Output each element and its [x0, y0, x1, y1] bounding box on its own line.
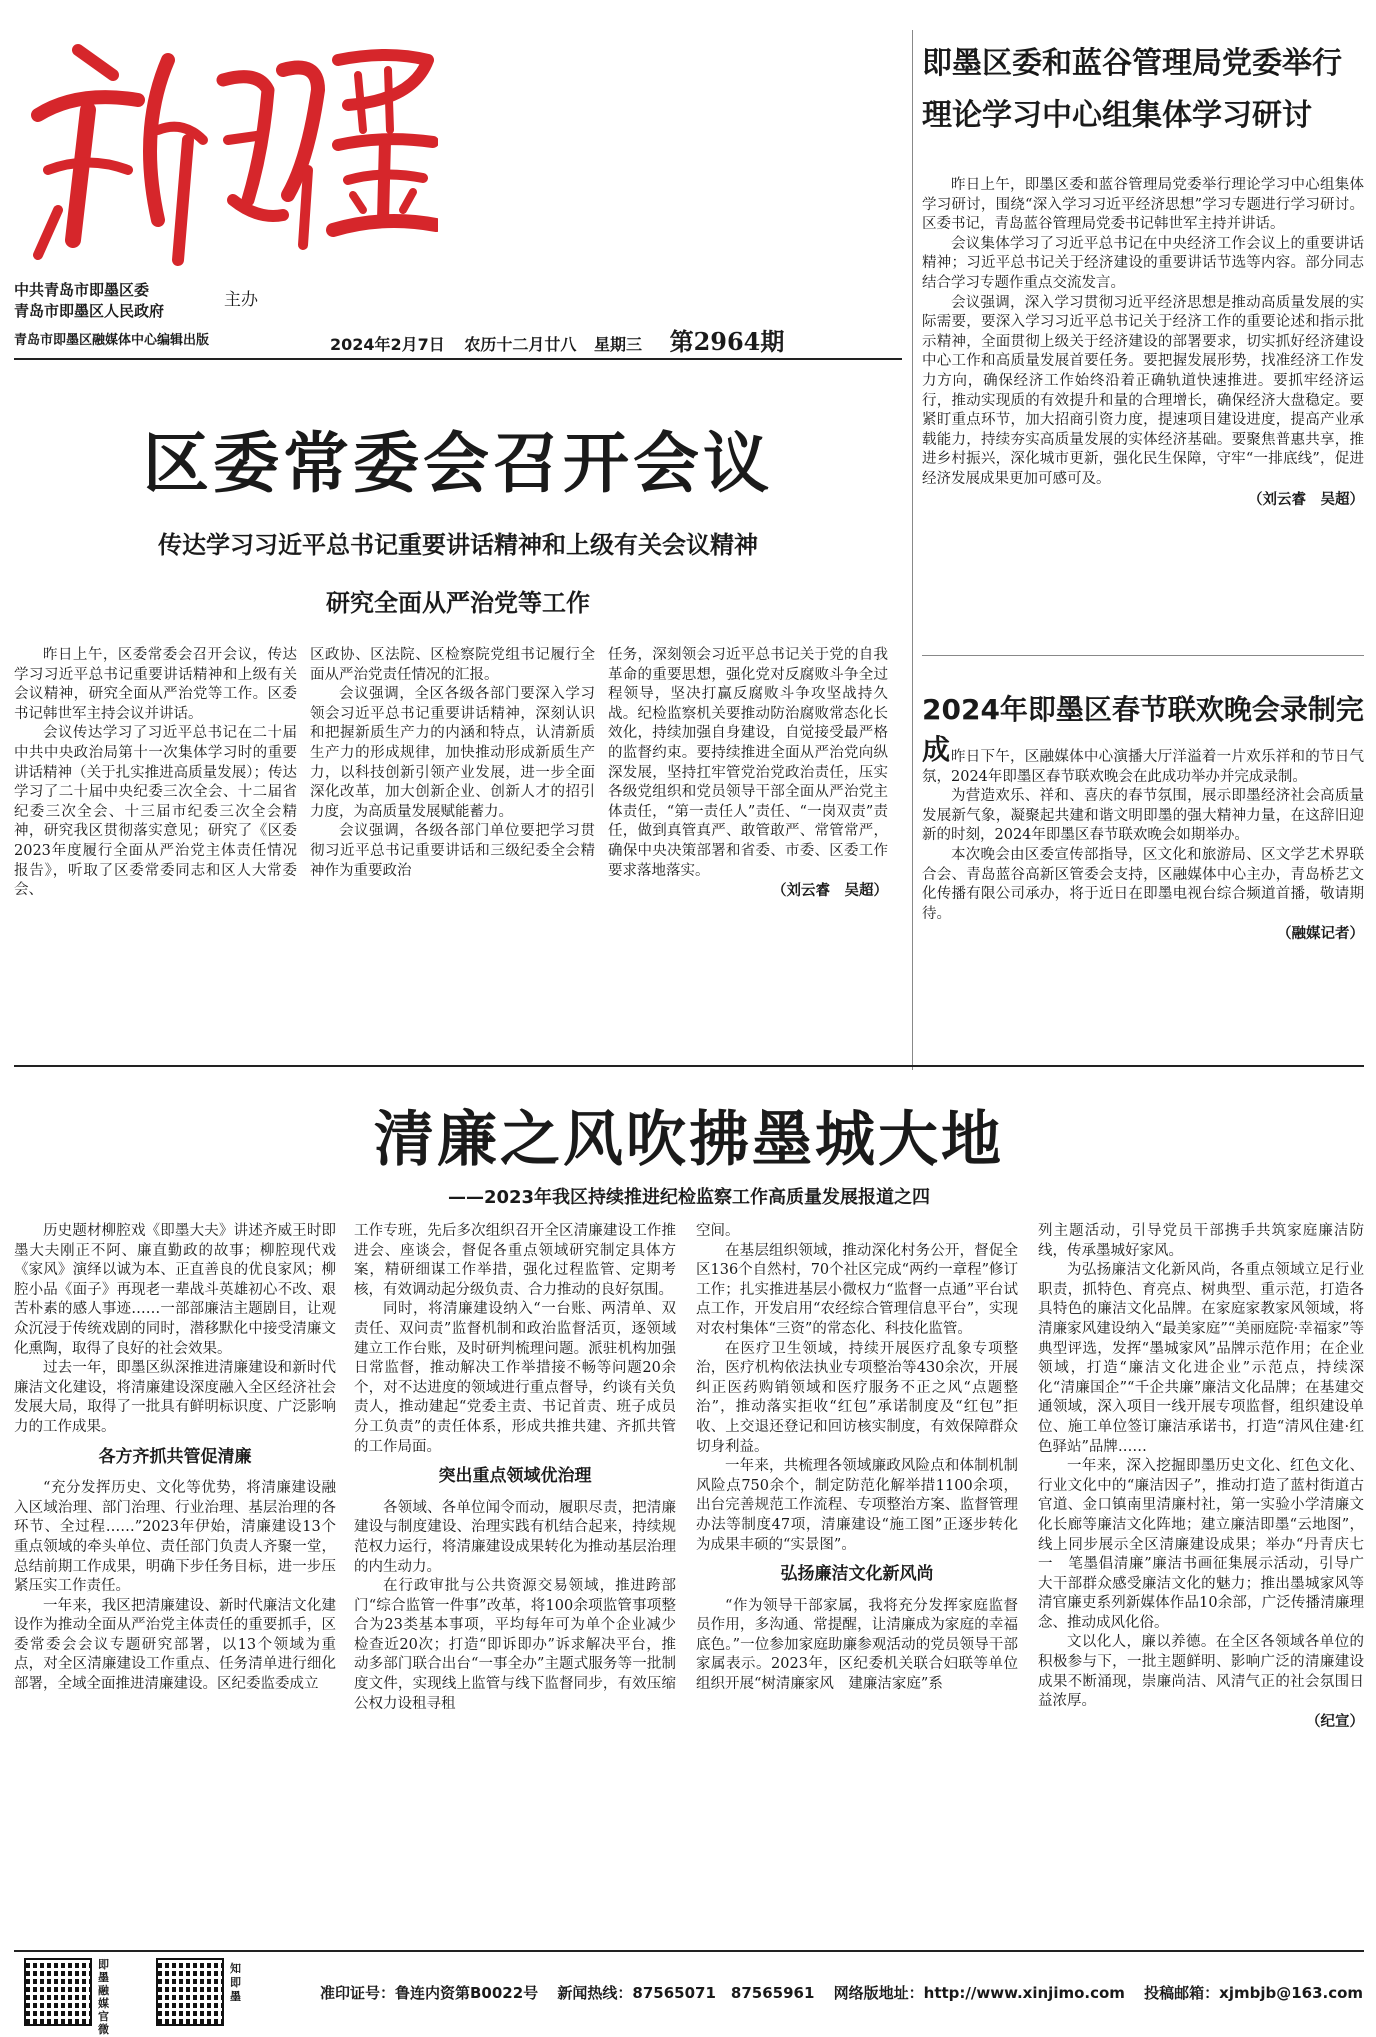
column-divider: [912, 30, 913, 1070]
print-license: 准印证号：鲁连内资第B0022号: [320, 1984, 539, 2002]
paragraph: 空间。: [696, 1223, 740, 1239]
paragraph: 过去一年，即墨区纵深推进清廉建设和新时代廉洁文化建设，将清廉建设深度融入全区经济社会发展大局，取得了一批具有鲜明标识度、广泛影响力的工作成果。: [14, 1360, 336, 1435]
paragraph: 历史题材柳腔戏《即墨大夫》讲述齐威王时即墨大夫刚正不阿、廉直勤政的故事；柳腔现代戏《家风》演绎以诚为本、正直善良的优良家风；柳腔小品《面子》再现老一辈战斗英雄初心不改、艰苦朴素的感人事迹……一部部廉洁主题剧目，让观众沉浸于传统戏剧的同时，潜移默化中接受清廉文化熏陶，取得了良好的社会效果。: [14, 1223, 336, 1357]
qr-label-2: 知即墨: [230, 1962, 241, 2003]
article4-column-1: [14, 1222, 336, 1695]
article4-subtitle: ——2023年我区持续推进纪检监察工作高质量发展报道之四: [447, 1187, 931, 1208]
paragraph: 会议强调，各级各部门单位要把学习贯彻习近平总书记重要讲话和三级纪委全会精神作为重要政治: [310, 823, 595, 879]
section-heading-1: 各方齐抓共管促清廉: [98, 1446, 252, 1467]
article2-headline-line-1: 即墨区委和蓝谷管理局党委举行: [922, 46, 1342, 81]
article2-signature: （刘云睿 吴超）: [1248, 490, 1364, 508]
paragraph: 一年来，我区把清廉建设、新时代廉洁文化建设作为推动全面从严治党主体责任的重要抓手，区委常委会会议专题研究部署，以13个领域为重点，对全区清廉建设工作重点、任务清单进行细化部署，全域全面推进清廉建设。区纪委监委成立: [14, 1597, 336, 1693]
sponsor-line-1: 中共青岛市即墨区委: [14, 281, 150, 299]
article1-subheadline-2: 研究全面从严治党等工作: [326, 589, 590, 617]
masthead-rule: [14, 358, 902, 360]
paragraph: 在医疗卫生领域，持续开展医疗乱象专项整治，医疗机构依法执业专项整治等430余次，开展纠正医药购销领域和医疗服务不正之风“点题整治”，推动落实拒收“红包”承诺制度及“红包”拒收、上交退还登记和回访核实制度，有效保障群众切身利益。: [696, 1340, 1018, 1455]
paragraph: 为弘扬廉洁文化新风尚，各重点领域立足行业职责，抓特色、育亮点、树典型、重示范，打造各具特色的廉洁文化品牌。在家庭家教家风领域，将清廉家风建设纳入“最美家庭”“美丽庭院·幸福家”等典型评选，发挥“墨城家风”品牌示范作用；在企业领域，打造“廉洁文化进企业”示范点，持续深化“清廉国企”“千企共廉”廉洁文化品牌；在基建交通领域，深入项目一线开展专项监督，组织建设单位、施工单位签订廉洁承诺书，打造“清风住建·红色驿站”品牌……: [1038, 1262, 1364, 1455]
article3-signature: （融媒记者）: [1277, 925, 1364, 943]
paragraph: 同时，将清廉建设纳入“一台账、两清单、双责任、双问责”监督机制和政治监督活页，逐领域建立工作台账，及时研判梳理问题。派驻机构加强日常监督，推动解决工作举措接不畅等问题20余个，对不达进度的领域进行重点督导，约谈有关负责人，推动建起“党委主责、书记首责、班子成员分工负责”的责任体系，形成共推共建、齐抓共管的工作局面。: [354, 1301, 676, 1455]
masthead-logo: [18, 20, 438, 270]
article1-column-2: [310, 646, 595, 881]
paragraph: 工作专班，先后多次组织召开全区清廉建设工作推进会、座谈会，督促各重点领域研究制定具体方案，精研细谋工作举措，强化过程监管、定期考核，有效调动起分级负责、合力推动的良好氛围。: [354, 1223, 676, 1298]
qr-code-zhi-jimo: [156, 1958, 224, 2026]
article2-headline: [922, 38, 1362, 142]
article4-column-2: [354, 1222, 676, 1714]
article2-headline-line-2: 理论学习中心组集体学习研讨: [922, 98, 1312, 133]
paragraph: 会议强调，全区各级各部门要深入学习领会习近平总书记重要讲话精神，深刻认识和把握新质生产力的内涵和特点，认清新质生产力的形成规律，加快推动形成新质生产力，以科技创新引领产业发展，进一步全面深化改革，加大创新企业、创新人才的招引力度，为高质量发展赋能蓄力。: [310, 686, 595, 820]
article3-body: [922, 748, 1364, 944]
article4-column-3: [696, 1222, 1018, 1695]
paragraph: 会议传达学习了习近平总书记在二十届中共中央政治局第十一次集体学习时的重要讲话精神（关于扎实推进高质量发展）；传达学习了二十届中央纪委三次全会、十二届省纪委三次全会、十三届市纪委三次全会精神，研究我区贯彻落实意见；研究了《区委2023年度履行全面从严治党主体责任情况报告》，听取了区委常委同志和区人大常委会、: [14, 725, 297, 899]
section-heading-3: 弘扬廉洁文化新风尚: [780, 1564, 934, 1585]
news-hotline: 新闻热线：87565071 87565961: [557, 1984, 815, 2002]
article-separator: [922, 655, 1364, 656]
section-heading-2: 突出重点领域优治理: [438, 1466, 592, 1487]
issue-date: 2024年2月7日: [330, 335, 445, 354]
paragraph: 一年来，深入挖掘即墨历史文化、红色文化、行业文化中的“廉洁因子”，推动打造了蓝村街道古官道、金口镇南里清廉村社，第一实验小学清廉文化长廊等廉洁文化阵地；建立廉洁即墨“云地图”，线上同步展示全区清廉建设成果；举办“丹青庆七一 笔墨倡清廉”廉洁书画征集展示活动，引导广大干部群众感受廉洁文化的魅力；推出墨城家风等清官廉吏系列新媒体作品10余部，广泛传播清廉理念、推动成风化俗。: [1038, 1458, 1364, 1631]
paragraph: 区政协、区法院、区检察院党组书记履行全面从严治党责任情况的汇报。: [310, 647, 595, 683]
qr-label-1: 即墨融媒官微: [98, 1958, 109, 2036]
paragraph: “作为领导干部家属，我将充分发挥家庭监督员作用，多沟通、常提醒，让清廉成为家庭的幸福底色。”一位参加家庭助廉参观活动的党员领导干部家属表示。2023年，区纪委机关联合妇联等单位组织开展“树清廉家风 建廉洁家庭”系: [696, 1597, 1018, 1693]
paragraph: “充分发挥历史、文化等优势，将清廉建设融入区域治理、部门治理、行业治理、基层治理的各环节、全过程……”2023年伊始，清廉建设13个重点领域的牵头单位、责任部门负责人齐聚一堂，总结前期工作成果，明确下步任务目标，进一步压紧压实工作责任。: [14, 1480, 336, 1595]
paragraph: 本次晚会由区委宣传部指导，区文化和旅游局、区文学艺术界联合会、青岛蓝谷高新区管委会支持，区融媒体中心主办，青岛桥艺文化传播有限公司承办，将于近日在即墨电视台综合频道首播，敬请期待。: [922, 846, 1364, 922]
paragraph: 文以化人，廉以养德。在全区各领域各单位的积极参与下，一批主题鲜明、影响广泛的清廉建设成果不断涌现，崇廉尚洁、风清气正的社会氛围日益浓厚。: [1038, 1634, 1364, 1710]
issue-number: 第2964期: [669, 327, 785, 356]
paragraph: 昨日下午，区融媒体中心演播大厅洋溢着一片欢乐祥和的节日气氛，2024年即墨区春节联欢晚会在此成功举办并完成录制。: [922, 749, 1364, 785]
sponsor-line-2: 青岛市即墨区人民政府: [14, 302, 165, 320]
qr-code-official-account: [24, 1958, 92, 2026]
article2-body: [922, 176, 1364, 509]
article4-signature: （纪宣）: [1306, 1712, 1364, 1730]
newspaper-logo-calligraphy: [18, 20, 438, 270]
article1-subheadline-1: 传达学习习近平总书记重要讲话精神和上级有关会议精神: [158, 531, 758, 559]
submission-email[interactable]: 投稿邮箱：xjmbjb@163.com: [1144, 1984, 1364, 2002]
article1-column-3: [608, 646, 888, 901]
sponsor-suffix: 主办: [224, 290, 258, 310]
footer-rule: [14, 1950, 1364, 1952]
footer-info: [320, 1982, 1363, 2003]
paragraph: 在基层组织领域，推动深化村务公开，督促全区136个自然村，70个社区完成“两约一章程”修订工作；扎实推进基层小微权力“监督一点通”平台试点工作，开发启用“农经综合管理信息平台”，实现对农村集体“三资”的常态化、科技化监管。: [696, 1242, 1018, 1337]
section-rule: [14, 1065, 1364, 1067]
article1-signature: （刘云睿 吴超）: [772, 882, 888, 900]
article4-column-4: [1038, 1222, 1364, 1731]
website-link[interactable]: 网络版地址：http://www.xinjimo.com: [833, 1984, 1125, 2002]
article4-headline: 清廉之风吹拂墨城大地: [374, 1105, 1004, 1175]
article1-column-1: [14, 646, 297, 901]
paragraph: 为营造欢乐、祥和、喜庆的春节氛围，展示即墨经济社会高质量发展新气象，凝聚起共建和谐文明即墨的强大精神力量，在这辞旧迎新的时刻，2024年即墨区春节联欢晚会如期举办。: [922, 788, 1364, 844]
paragraph: 会议集体学习了习近平总书记在中央经济工作会议上的重要讲话精神；习近平总书记关于经济建设的重要讲话节选等内容。部分同志结合学习专题作重点交流发言。: [922, 235, 1364, 291]
masthead-dateline: [330, 322, 784, 357]
paragraph: 任务，深刻领会习近平总书记关于党的自我革命的重要思想，强化党对反腐败斗争全过程领导，坚决打赢反腐败斗争攻坚战持久战。纪检监察机关要推动防治腐败常态化长效化，持续加强自身建设，自觉接受最严格的监督约束。要持续推进全面从严治党向纵深发展，坚持扛牢管党治党政治责任，压实各级党组织和党员领导干部全面从严治党主体责任，“第一责任人”责任、“一岗双责”责任，做到真管真严、敢管敢严、常管常严，确保中央决策部署和省委、市委、区委工作要求落地落实。: [608, 647, 888, 879]
paragraph: 各领域、各单位闻令而动，履职尽责，把清廉建设与制度建设、治理实践有机结合起来，持续规范权力运行，将清廉建设成果转化为推动基层治理的内生动力。: [354, 1499, 676, 1575]
paragraph: 在行政审批与公共资源交易领域，推进跨部门“综合监管一件事”改革，将100余项监管事项整合为23类基本事项，平均每年可为单个企业减少检查近20次；打造“即诉即办”诉求解决平台，推动多部门联合出台“一事全办”主题式服务等一批制度文件，实现线上监管与线下监督同步，有效压缩公权力设租寻租: [354, 1578, 676, 1712]
paragraph: 列主题活动，引导党员干部携手共筑家庭廉洁防线，传承墨城好家风。: [1038, 1223, 1364, 1259]
paragraph: 昨日上午，即墨区委和蓝谷管理局党委举行理论学习中心组集体学习研讨，围绕“深入学习习近平经济思想”学习专题进行学习研讨。区委书记，青岛蓝谷管理局党委书记韩世军主持并讲话。: [922, 177, 1364, 233]
weekday: 星期三: [593, 335, 642, 354]
paragraph: 昨日上午，区委常委会召开会议，传达学习习近平总书记重要讲话精神和上级有关会议精神，研究全面从严治党等工作。区委书记韩世军主持会议并讲话。: [14, 647, 297, 722]
paragraph: 一年来，共梳理各领域廉政风险点和体制机制风险点750余个，制定防范化解举措1100余项，出台完善规范工作流程、专项整治方案、监督管理办法等制度47项，清廉建设“施工图”正逐步转化为成果丰硕的“实景图”。: [696, 1458, 1018, 1553]
paragraph: 会议强调，深入学习贯彻习近平经济思想是推动高质量发展的实际需要，要深入学习习近平总书记关于经济工作的重要论述和指示批示精神，全面贯彻上级关于经济建设的部署要求，切实抓好经济建设中心工作和高质量发展首要任务。要把握发展形势，找准经济工作发力方向，确保经济工作始终沿着正确轨道快速推进。要抓牢经济运行，推动实现质的有效提升和量的合理增长，确保经济大盘稳定。要紧盯重点环节，加大招商引资力度，提速项目建设进度，提高产业承载能力，持续夯实高质量发展的实体经济基础。要聚焦普惠共享，推进乡村振兴，深化城市更新，强化民生保障，守牢“一排底线”，促进经济发展成果更加可感可及。: [922, 294, 1364, 487]
article3-headline: 2024年即墨区春节联欢晚会录制完成: [922, 693, 1364, 766]
article1-headline: 区委常委会召开会议: [143, 425, 773, 502]
lunar-date: 农历十二月廿八: [464, 335, 577, 354]
publisher-line: 青岛市即墨区融媒体中心编辑出版: [14, 333, 210, 348]
